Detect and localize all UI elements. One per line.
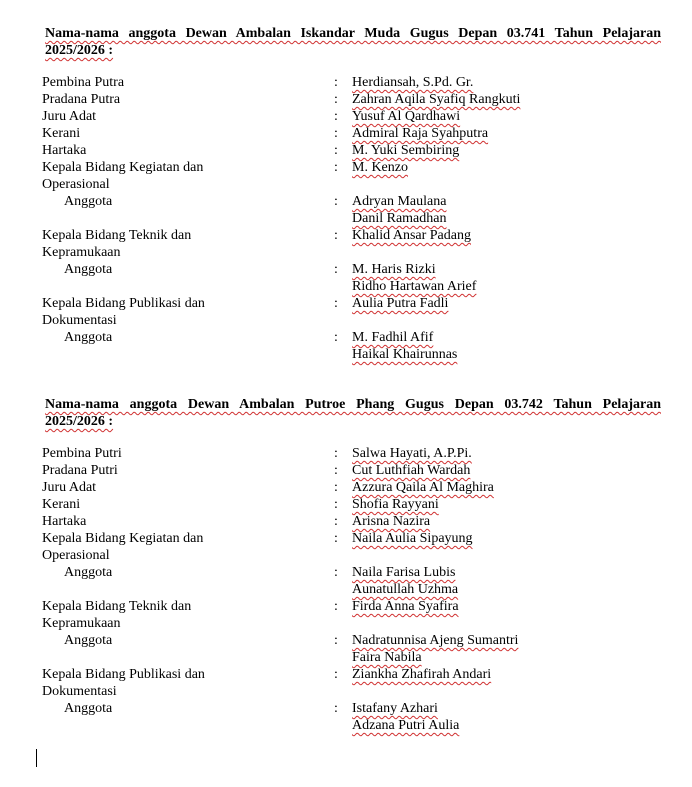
entry-value-line: Firda Anna Syafira bbox=[352, 599, 459, 614]
entry-value bbox=[352, 496, 439, 513]
entry-label bbox=[64, 700, 264, 717]
entry-label-line: Anggota bbox=[64, 262, 113, 277]
entry-label bbox=[42, 462, 242, 479]
entry-label-line: Pembina Putra bbox=[42, 75, 125, 90]
entry-value-line: Naila Farisa Lubis bbox=[352, 565, 456, 580]
entry-value bbox=[352, 193, 446, 227]
entry-value bbox=[352, 632, 518, 666]
entry-value-line: Yusuf Al Qardhawi bbox=[352, 109, 461, 124]
entry-colon: : bbox=[334, 497, 338, 512]
entry-label-line: Dokumentasi bbox=[42, 313, 117, 328]
entry-row bbox=[42, 513, 662, 530]
entry-row bbox=[42, 666, 662, 700]
entry-row bbox=[42, 159, 662, 193]
entry-label bbox=[64, 564, 264, 581]
entry-colon: : bbox=[334, 92, 338, 107]
entry-value-line: Salwa Hayati, A.P.Pi. bbox=[352, 446, 472, 461]
entry-colon: : bbox=[334, 531, 338, 546]
entry-label bbox=[42, 125, 242, 142]
entry-label bbox=[42, 598, 242, 632]
entry-value-line: M. Fadhil Afif bbox=[352, 330, 434, 345]
entry-label-line: Kepala Bidang Kegiatan dan bbox=[42, 531, 204, 546]
entry-value bbox=[352, 598, 459, 615]
entry-value bbox=[352, 445, 472, 462]
entry-colon: : bbox=[334, 667, 338, 682]
entry-label-line: Anggota bbox=[64, 565, 113, 580]
entry-colon: : bbox=[334, 446, 338, 461]
entry-value-line: M. Kenzo bbox=[352, 160, 408, 175]
entry-value-line: Admiral Raja Syahputra bbox=[352, 126, 489, 141]
entry-value-line: Zahran Aqila Syafiq Rangkuti bbox=[352, 92, 521, 107]
entry-row bbox=[42, 142, 662, 159]
entry-row bbox=[42, 108, 662, 125]
entry-value bbox=[352, 261, 476, 295]
entry-colon: : bbox=[334, 463, 338, 478]
entry-colon: : bbox=[334, 160, 338, 175]
entry-colon: : bbox=[334, 109, 338, 124]
entry-row bbox=[42, 564, 662, 598]
entry-row bbox=[42, 295, 662, 329]
entry-label-line: Pradana Putra bbox=[42, 92, 121, 107]
entry-colon: : bbox=[334, 330, 338, 345]
entry-label bbox=[64, 261, 264, 278]
entry-row bbox=[42, 479, 662, 496]
entry-value bbox=[352, 159, 408, 176]
entry-label-line: Kepala Bidang Teknik dan bbox=[42, 599, 192, 614]
entry-value bbox=[352, 329, 457, 363]
entry-value bbox=[352, 227, 471, 244]
entry-colon: : bbox=[334, 633, 338, 648]
entry-value-line: Shofia Rayyani bbox=[352, 497, 439, 512]
entry-value bbox=[352, 666, 491, 683]
entry-label-line: Anggota bbox=[64, 330, 113, 345]
entry-colon: : bbox=[334, 701, 338, 716]
entry-label-line: Anggota bbox=[64, 194, 113, 209]
entry-label-line: Kepala Bidang Publikasi dan bbox=[42, 667, 205, 682]
entry-label-line: Kepramukaan bbox=[42, 245, 121, 260]
entry-row bbox=[42, 227, 662, 261]
entry-row bbox=[42, 193, 662, 227]
entry-row bbox=[42, 496, 662, 513]
entry-label bbox=[42, 91, 242, 108]
entry-colon: : bbox=[334, 75, 338, 90]
entry-label bbox=[42, 479, 242, 496]
section2-heading-line1: Nama-nama anggota Dewan Ambalan Putroe Phang Gugus Depan 03.742 Tahun Pelajaran bbox=[45, 397, 661, 412]
entry-label-line: Kepala Bidang Publikasi dan bbox=[42, 296, 205, 311]
entry-label bbox=[42, 666, 242, 700]
entry-value-line: Adzana Putri Aulia bbox=[352, 718, 460, 733]
entry-value-line: Ridho Hartawan Arief bbox=[352, 279, 477, 294]
entry-label-line: Juru Adat bbox=[42, 109, 97, 124]
entry-label bbox=[42, 513, 242, 530]
section2-list bbox=[42, 445, 662, 734]
entry-label-line: Anggota bbox=[64, 633, 113, 648]
entry-value bbox=[352, 125, 488, 142]
entry-label bbox=[42, 159, 242, 193]
entry-label-line: Pradana Putri bbox=[42, 463, 118, 478]
entry-row bbox=[42, 125, 662, 142]
entry-label bbox=[42, 227, 242, 261]
entry-value-line: Adryan Maulana bbox=[352, 194, 447, 209]
entry-row bbox=[42, 329, 662, 363]
entry-value-line: Aunatullah Uzhma bbox=[352, 582, 459, 597]
entry-value-line: Naila Aulia Sipayung bbox=[352, 531, 473, 546]
entry-row bbox=[42, 530, 662, 564]
section1-heading-line2: 2025/2026 : bbox=[45, 43, 114, 58]
entry-colon: : bbox=[334, 143, 338, 158]
entry-value-line: Istafany Azhari bbox=[352, 701, 438, 716]
entry-row bbox=[42, 632, 662, 666]
entry-value bbox=[352, 479, 494, 496]
entry-label-line: Kerani bbox=[42, 126, 81, 141]
entry-label bbox=[42, 295, 242, 329]
section2-heading-line2: 2025/2026 : bbox=[45, 414, 114, 429]
entry-value bbox=[352, 295, 448, 312]
entry-label bbox=[64, 329, 264, 346]
entry-label-line: Dokumentasi bbox=[42, 684, 117, 699]
entry-value bbox=[352, 513, 430, 530]
entry-label bbox=[42, 74, 242, 91]
entry-label-line: Kepala Bidang Kegiatan dan bbox=[42, 160, 204, 175]
entry-label-line: Anggota bbox=[64, 701, 113, 716]
entry-colon: : bbox=[334, 514, 338, 529]
entry-row bbox=[42, 74, 662, 91]
entry-label bbox=[64, 632, 264, 649]
entry-colon: : bbox=[334, 565, 338, 580]
entry-colon: : bbox=[334, 228, 338, 243]
entry-value-line: M. Haris Rizki bbox=[352, 262, 436, 277]
section1-list bbox=[42, 74, 662, 363]
entry-value-line: Haikal Khairunnas bbox=[352, 347, 458, 362]
entry-value bbox=[352, 108, 460, 125]
entry-label-line: Operasional bbox=[42, 177, 110, 192]
entry-value-line: Herdiansah, S.Pd. Gr. bbox=[352, 75, 474, 90]
section1-heading-line1: Nama-nama anggota Dewan Ambalan Iskandar Muda Gugus Depan 03.741 Tahun Pelajaran bbox=[45, 26, 661, 41]
entry-label bbox=[42, 108, 242, 125]
entry-value bbox=[352, 700, 459, 734]
entry-value-line: Aulia Putra Fadli bbox=[352, 296, 449, 311]
entry-value bbox=[352, 462, 470, 479]
entry-row bbox=[42, 261, 662, 295]
section2-heading bbox=[45, 396, 661, 430]
entry-label-line: Kerani bbox=[42, 497, 81, 512]
entry-label bbox=[64, 193, 264, 210]
entry-value bbox=[352, 74, 473, 91]
entry-row bbox=[42, 91, 662, 108]
entry-label-line: Kepramukaan bbox=[42, 616, 121, 631]
entry-value bbox=[352, 530, 473, 547]
entry-row bbox=[42, 462, 662, 479]
entry-value-line: Azzura Qaila Al Maghira bbox=[352, 480, 494, 495]
entry-value bbox=[352, 142, 459, 159]
entry-colon: : bbox=[334, 126, 338, 141]
entry-value-line: M. Yuki Sembiring bbox=[352, 143, 460, 158]
entry-value-line: Ziankha Zhafirah Andari bbox=[352, 667, 492, 682]
text-cursor bbox=[36, 749, 37, 767]
entry-label-line: Hartaka bbox=[42, 514, 87, 529]
entry-value-line: Nadratunnisa Ajeng Sumantri bbox=[352, 633, 519, 648]
entry-value bbox=[352, 564, 458, 598]
entry-colon: : bbox=[334, 599, 338, 614]
entry-label bbox=[42, 530, 242, 564]
entry-colon: : bbox=[334, 296, 338, 311]
entry-label-line: Juru Adat bbox=[42, 480, 97, 495]
entry-label bbox=[42, 496, 242, 513]
entry-row bbox=[42, 700, 662, 734]
entry-colon: : bbox=[334, 262, 338, 277]
entry-label-line: Hartaka bbox=[42, 143, 87, 158]
entry-colon: : bbox=[334, 194, 338, 209]
entry-value bbox=[352, 91, 520, 108]
entry-label bbox=[42, 445, 242, 462]
entry-value-line: Danil Ramadhan bbox=[352, 211, 447, 226]
entry-value-line: Arisna Nazira bbox=[352, 514, 431, 529]
entry-colon: : bbox=[334, 480, 338, 495]
section1-heading bbox=[45, 25, 661, 59]
entry-label-line: Operasional bbox=[42, 548, 110, 563]
entry-label bbox=[42, 142, 242, 159]
entry-label-line: Pembina Putri bbox=[42, 446, 122, 461]
entry-row bbox=[42, 598, 662, 632]
entry-value-line: Cut Luthfiah Wardah bbox=[352, 463, 471, 478]
entry-value-line: Faira Nabila bbox=[352, 650, 422, 665]
entry-row bbox=[42, 445, 662, 462]
entry-label-line: Kepala Bidang Teknik dan bbox=[42, 228, 192, 243]
entry-value-line: Khalid Ansar Padang bbox=[352, 228, 471, 243]
